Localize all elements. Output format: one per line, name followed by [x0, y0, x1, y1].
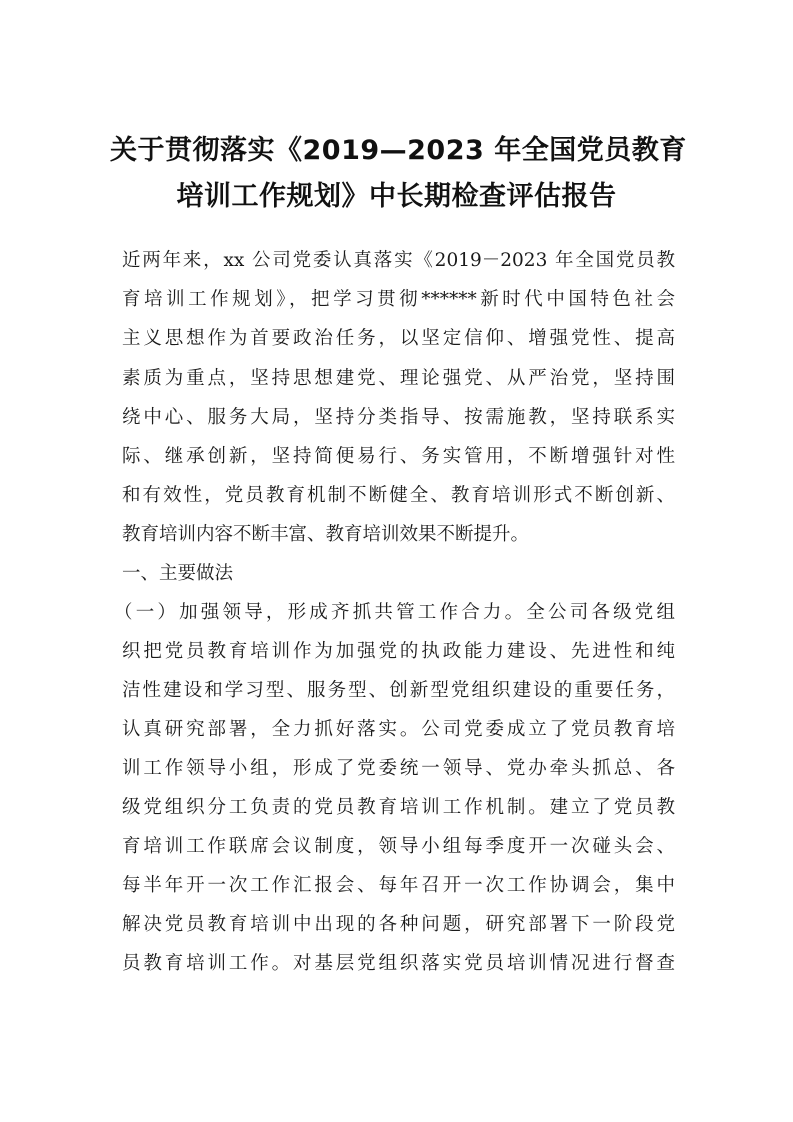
body-line: 解决党员教育培训中出现的各种问题，研究部署下一阶段党: [122, 914, 675, 935]
body-line: 际、继承创新，坚持简便易行、务实管用，不断增强针对性: [122, 446, 675, 467]
body-line: 育培训工作联席会议制度，领导小组每季度开一次碰头会、: [122, 836, 675, 857]
section-heading: 一、主要做法: [122, 563, 234, 584]
body-line: 育培训工作规划》，把学习贯彻******新时代中国特色社会: [122, 289, 675, 310]
document-title-line-2: 培训工作规划》中长期检查评估报告: [176, 181, 617, 212]
body-line: 主义思想作为首要政治任务，以坚定信仰、增强党性、提高: [122, 328, 675, 349]
body-line: 每半年开一次工作汇报会、每年召开一次工作协调会，集中: [122, 875, 675, 896]
body-line: 认真研究部署，全力抓好落实。公司党委成立了党员教育培: [122, 719, 675, 740]
body-line: 近两年来，xx 公司党委认真落实《2019－2023 年全国党员教: [122, 250, 675, 271]
body-line: 素质为重点，坚持思想建党、理论强党、从严治党，坚持围: [122, 368, 675, 389]
body-line: 训工作领导小组，形成了党委统一领导、党办牵头抓总、各: [122, 758, 675, 779]
body-line: 级党组织分工负责的党员教育培训工作机制。建立了党员教: [122, 797, 675, 818]
document-title-line-1: 关于贯彻落实《2019—2023 年全国党员教育: [110, 135, 687, 166]
body-line: 员教育培训工作。对基层党组织落实党员培训情况进行督查: [122, 953, 675, 974]
body-line: （一）加强领导，形成齐抓共管工作合力。全公司各级党组: [114, 602, 675, 623]
body-line: 洁性建设和学习型、服务型、创新型党组织建设的重要任务，: [122, 680, 675, 701]
body-line: 织把党员教育培训作为加强党的执政能力建设、先进性和纯: [122, 641, 675, 662]
body-line: 绕中心、服务大局，坚持分类指导、按需施教，坚持联系实: [122, 407, 675, 428]
body-line: 和有效性，党员教育机制不断健全、教育培训形式不断创新、: [122, 485, 675, 506]
body-line: 教育培训内容不断丰富、教育培训效果不断提升。: [122, 524, 530, 545]
